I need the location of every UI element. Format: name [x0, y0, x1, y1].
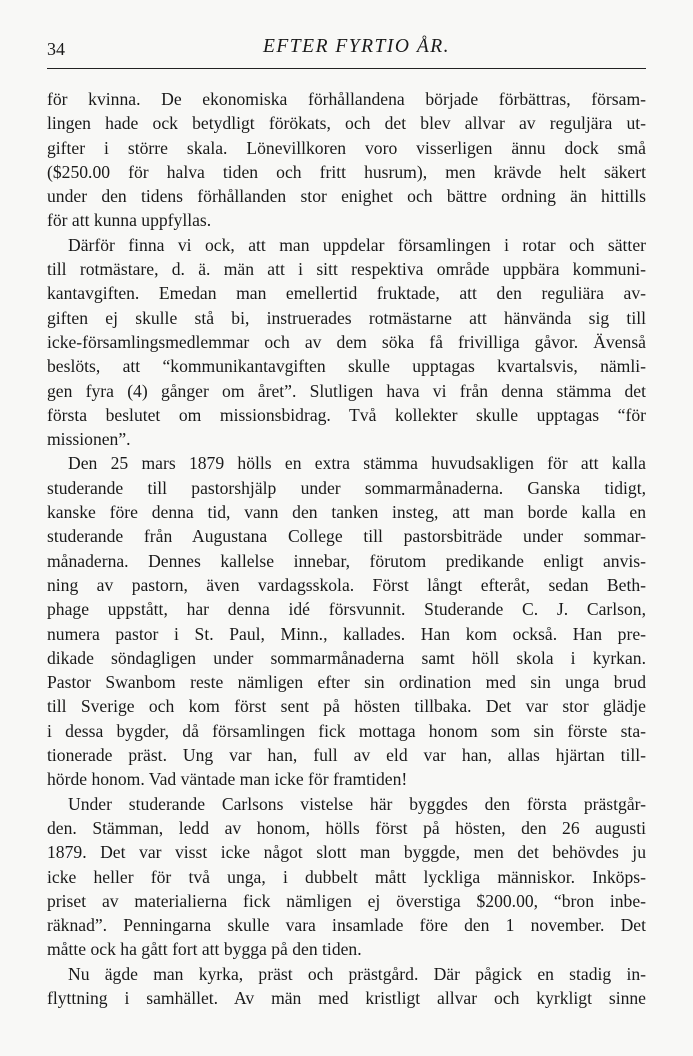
text-line: giften ej skulle stå bi, instruerades rotmästarne att hänvända sig till	[47, 307, 646, 328]
text-line: icke heller för två unga, i dubbelt mått lyckliga människor. Inköps-	[47, 866, 646, 887]
text-line: flyttning i samhället. Av män med kristligt allvar och kyrkligt sinne	[47, 987, 646, 1008]
text-line: till rotmästare, d. ä. män att i sitt respektiva område uppbära kommuni-	[47, 259, 646, 280]
text-line: priset av materialierna fick nämligen ej överstiga $200.00, “bron inbe-	[47, 890, 646, 911]
text-line: den. Stämman, ledd av honom, hölls först på hösten, den 26 augusti	[47, 817, 646, 838]
paragraph	[47, 451, 646, 791]
page-number: 34	[47, 39, 65, 59]
text-line: Den 25 mars 1879 hölls en extra stämma huvudsakligen för att kalla	[68, 453, 646, 474]
text-line: studerande från Augustana College till pastorsbiträde under sommar-	[47, 526, 646, 547]
text-line: gen fyra (4) gånger om året”. Slutligen hava vi från denna stämma det	[47, 380, 646, 401]
text-line: Nu ägde man kyrka, präst och prästgård. Där pågick en stadig in-	[68, 963, 646, 984]
text-line: dikade söndagligen under sommarmånaderna samt höll skola i kyrkan.	[47, 647, 646, 668]
paragraph	[47, 962, 646, 1011]
text-line: kanske före denna tid, vann den tanken insteg, att man borde kalla en	[47, 502, 646, 523]
page-header	[47, 34, 646, 69]
paragraph	[47, 87, 646, 233]
text-line: i dessa bygder, då församlingen fick mottaga honom som sin förste sta-	[47, 720, 646, 741]
text-line: ning av pastorn, även vardagsskola. Först långt efteråt, sedan Beth-	[47, 574, 646, 595]
text-line: för kvinna. De ekonomiska förhållandena började förbättras, försam-	[47, 89, 646, 109]
text-line: måtte ock ha gått fort att bygga på den tiden.	[47, 939, 362, 960]
text-line: månaderna. Dennes kallelse innebar, förutom predikande enligt anvis-	[47, 550, 646, 571]
text-line: första beslutet om missionsbidrag. Två kollekter skulle upptagas “för	[47, 404, 646, 425]
text-line: 1879. Det var visst icke något slott man byggde, men det behövdes ju	[47, 842, 646, 863]
paragraph	[47, 792, 646, 962]
text-line: numera pastor i St. Paul, Minn., kallades. Han kom också. Han pre-	[47, 623, 646, 644]
body-text	[47, 87, 646, 1010]
text-line: kantavgiften. Emedan man emellertid fruktade, att den reguliära av-	[47, 283, 646, 304]
text-line: studerande till pastorshjälp under sommarmånaderna. Ganska tidigt,	[47, 477, 646, 498]
text-line: ($250.00 för halva tiden och fritt husrum), men krävde helt säkert	[47, 161, 646, 182]
text-line: till Sverige och kom först sent på hösten tillbaka. Det var stor glädje	[47, 696, 646, 717]
running-title: EFTER FYRTIO ÅR.	[262, 36, 451, 57]
text-line: gifter i större skala. Lönevillkoren voro visserligen ännu dock små	[47, 137, 646, 158]
text-line: beslöts, att “kommunikantavgiften skulle upptagas kvartalsvis, nämli-	[47, 356, 646, 377]
text-line: Under studerande Carlsons vistelse här byggdes den första prästgår-	[68, 793, 646, 814]
text-line: tionerade präst. Ung var han, full av eld var han, allas hjärtan till-	[47, 745, 646, 766]
text-line: under den tidens förhållanden stor enighet och bättre ordning än hittills	[47, 186, 646, 207]
text-line: phage uppstått, har denna idé försvunnit. Studerande C. J. Carlson,	[47, 599, 646, 620]
text-line: hörde honom. Vad väntade man icke för framtiden!	[47, 769, 408, 790]
text-line: räknad”. Penningarna skulle vara insamlade före den 1 november. Det	[47, 915, 646, 936]
paragraph	[47, 233, 646, 452]
text-line: Därför finna vi ock, att man uppdelar församlingen i rotar och sätter	[68, 234, 646, 255]
text-line: för att kunna uppfyllas.	[47, 210, 212, 231]
text-line: lingen hade ock betydligt förökats, och det blev allvar av reguljära ut-	[47, 113, 646, 134]
text-line: missionen”.	[47, 429, 131, 450]
text-line: icke-församlingsmedlemmar och av dem söka få frivilliga gåvor. Ävenså	[47, 331, 646, 352]
text-line: Pastor Swanbom reste nämligen efter sin ordination med sin unga brud	[47, 672, 646, 693]
